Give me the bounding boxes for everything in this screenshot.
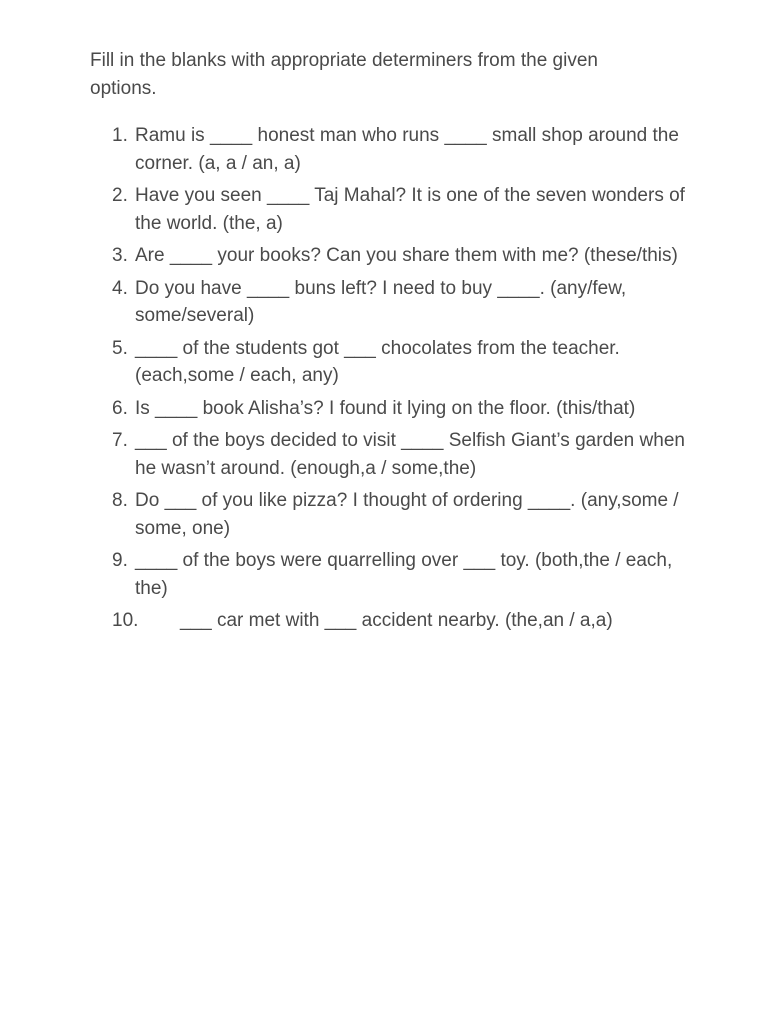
question-item-4	[90, 275, 690, 330]
question-number: 5.	[112, 337, 128, 359]
question-number: 8.	[112, 490, 128, 511]
question-item-1	[90, 122, 690, 177]
question-text: Are ____ your books? Can you share them with me? (these/this)	[135, 245, 678, 266]
question-item-8	[90, 487, 690, 542]
question-item-5	[90, 335, 690, 390]
question-item-2	[90, 182, 690, 237]
question-text: Is ____ book Alisha’s? I found it lying on the floor. (this/that)	[135, 397, 636, 419]
question-text: Do you have ____ buns left? I need to buy ____. (any/few, some/several)	[135, 277, 627, 326]
question-number: 1.	[112, 125, 128, 146]
question-item-6	[90, 395, 690, 423]
question-text: ____ of the students got ___ chocolates from the teacher. (each,some / each, any)	[135, 337, 620, 386]
question-number: 6.	[112, 397, 128, 419]
question-item-9	[90, 547, 690, 602]
instruction-text: Fill in the blanks with appropriate determiners from the given options.	[90, 50, 598, 99]
question-number: 9.	[112, 550, 128, 571]
question-number: 7.	[112, 430, 128, 451]
question-text: ___ of the boys decided to visit ____ Selfish Giant’s garden when he wasn’t around. (enough,a / some,the)	[135, 430, 685, 479]
question-number: 10.	[112, 610, 139, 631]
question-text: Ramu is ____ honest man who runs ____ small shop around the corner. (a, a / an, a)	[135, 125, 679, 174]
question-number: 2.	[112, 185, 128, 206]
question-item-3	[90, 242, 690, 270]
question-text: ____ of the boys were quarrelling over ___ toy. (both,the / each, the)	[135, 550, 673, 599]
question-text: Do ___ of you like pizza? I thought of ordering ____. (any,some / some, one)	[135, 490, 679, 539]
question-text: ___ car met with ___ accident nearby. (the,an / a,a)	[180, 610, 613, 631]
question-number: 3.	[112, 245, 128, 266]
question-list	[90, 122, 690, 640]
question-number: 4.	[112, 277, 128, 299]
question-item-7	[90, 427, 690, 482]
question-item-10	[90, 607, 690, 635]
question-text: Have you seen ____ Taj Mahal? It is one of the seven wonders of the world. (the, a)	[135, 185, 685, 234]
